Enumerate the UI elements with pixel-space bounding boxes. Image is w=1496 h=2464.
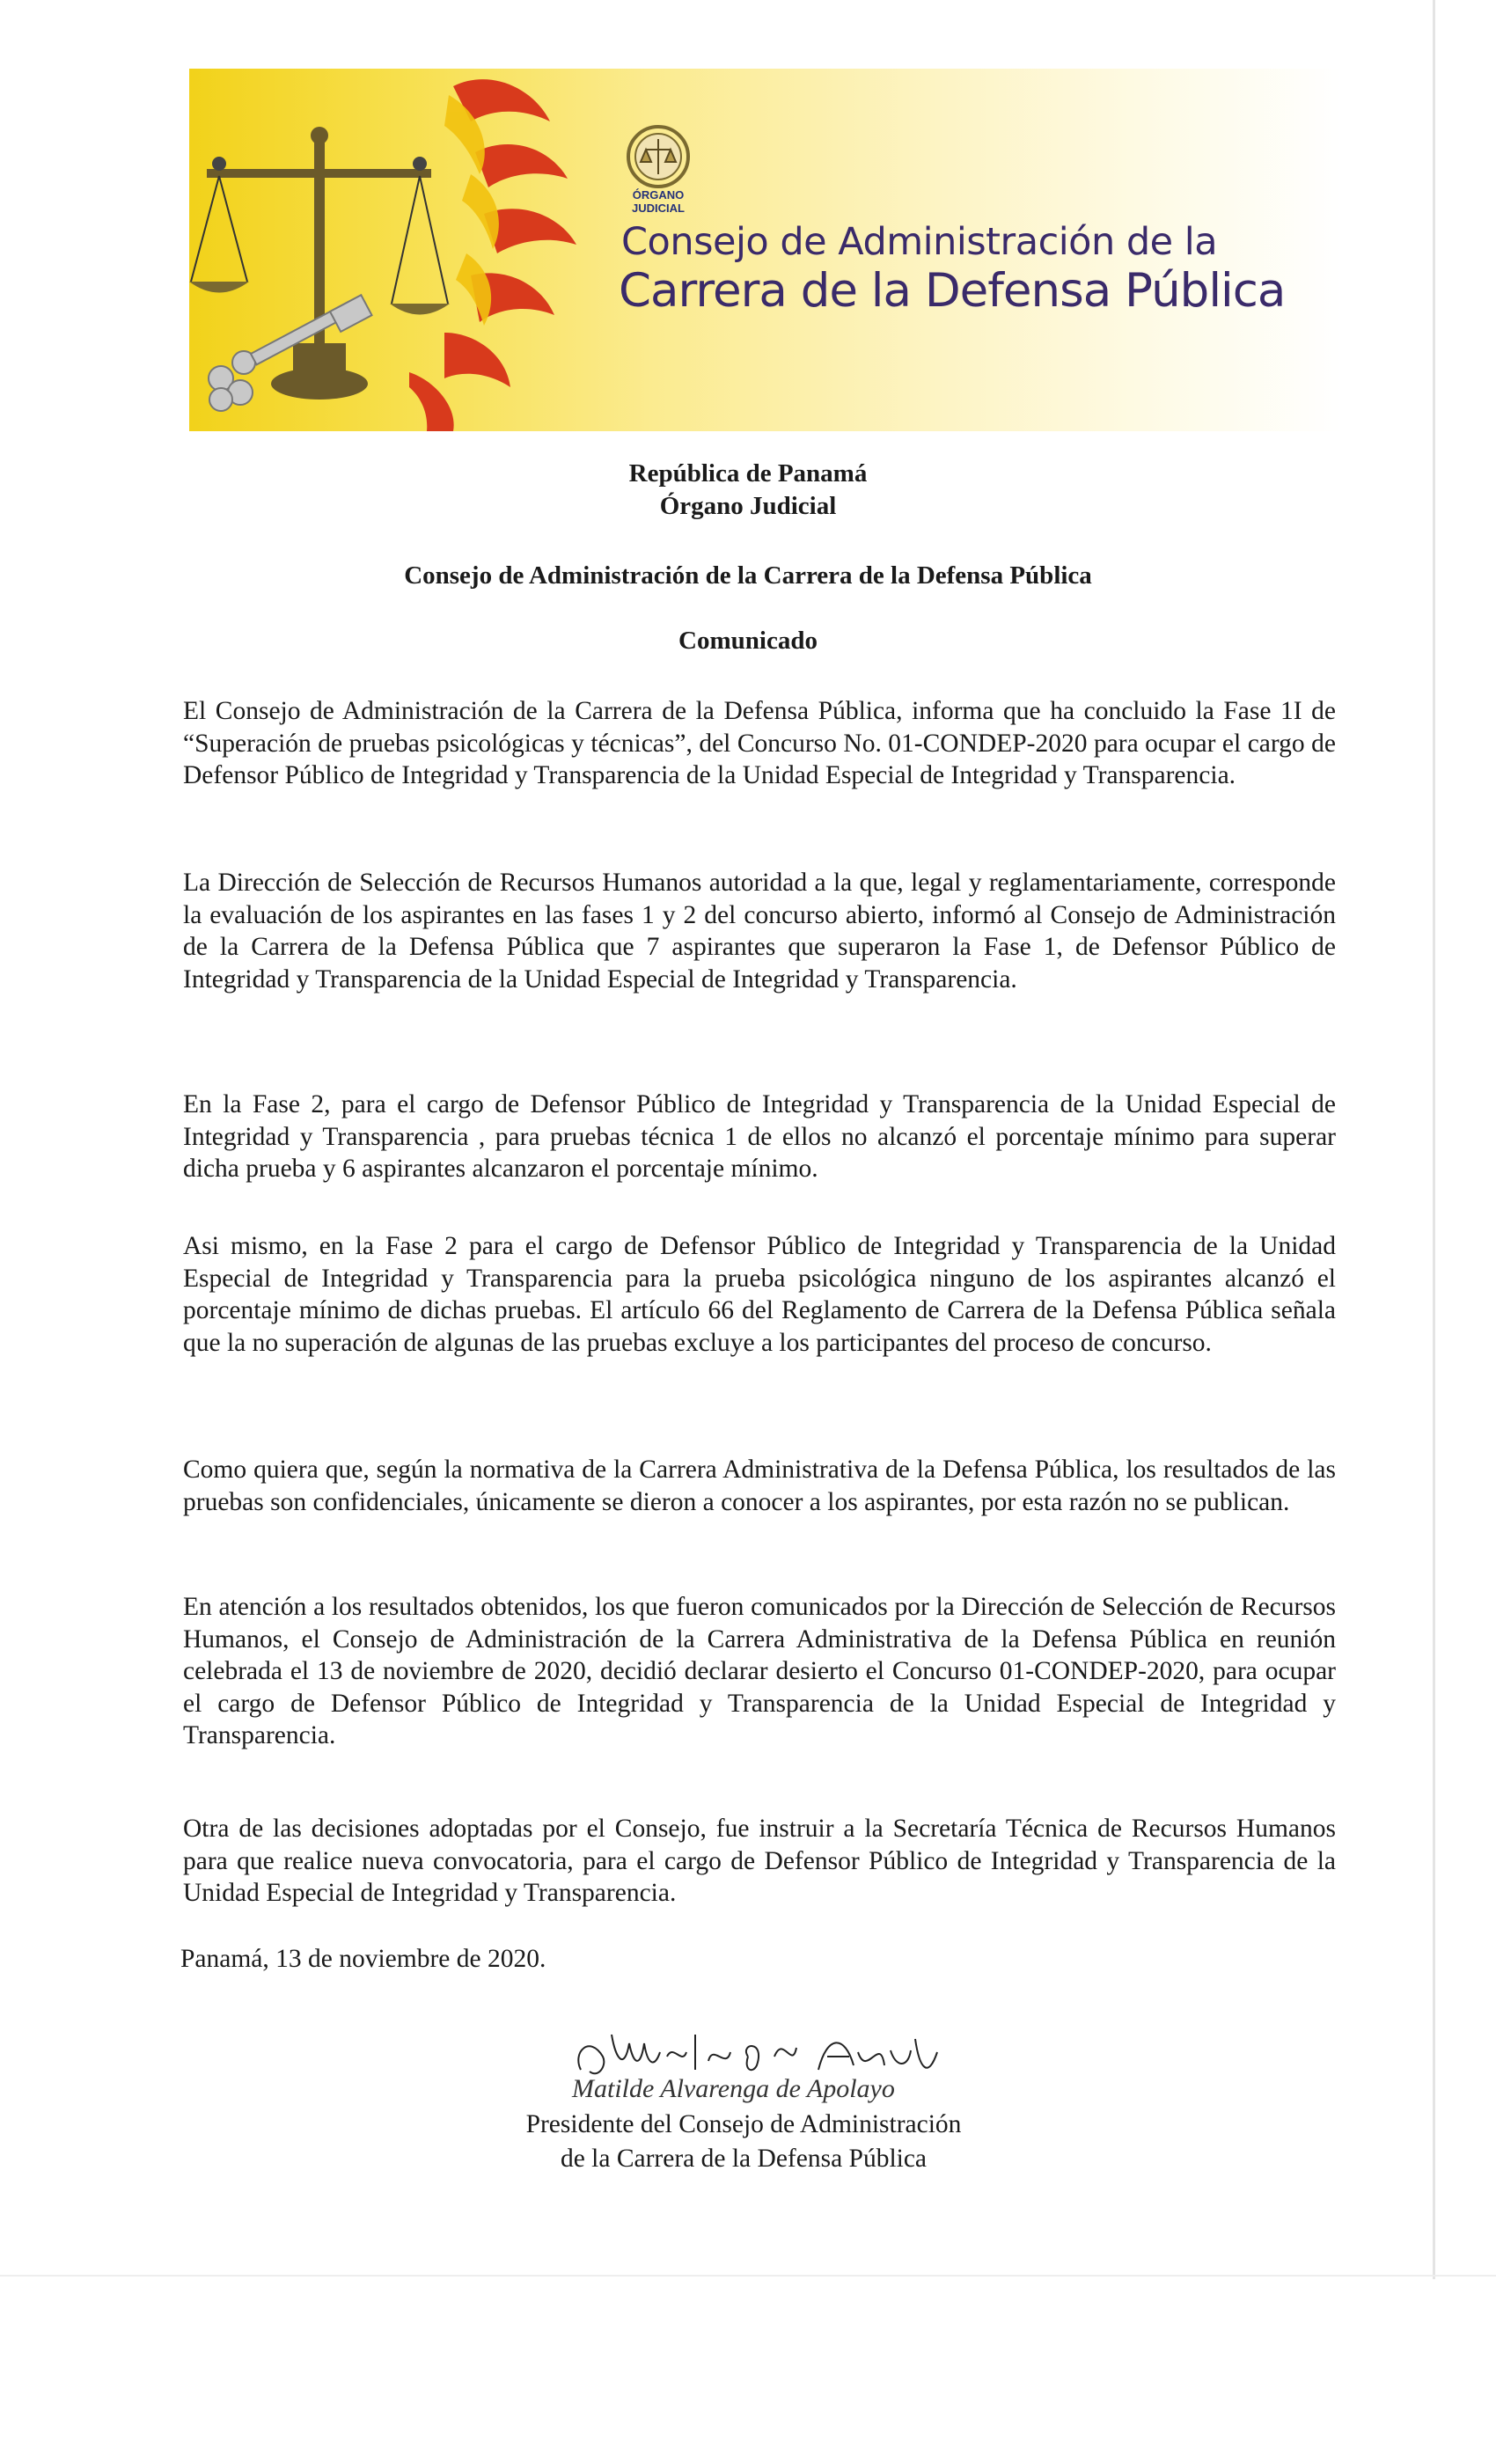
paragraph-1: El Consejo de Administración de la Carrera de la Defensa Pública, informa que ha concluido la Fase 1I de “Superación de pruebas psicológicas y técnicas”, del Concurso No. 01-CONDEP-2020 para ocupar el cargo de Defensor Público de Integridad y Transparencia de la Unidad Especial de Integridad y Transparencia. bbox=[183, 697, 1336, 789]
page-bottom-edge bbox=[0, 2275, 1496, 2277]
document-type-heading: Comunicado bbox=[678, 627, 818, 655]
paragraph-4: Asi mismo, en la Fase 2 para el cargo de Defensor Público de Integridad y Transparencia de la Unidad Especial de Integridad y Transparencia para la prueba psicológica ninguno de los aspirantes alcanzó el porcentaje mínimo de dichas pruebas. El artículo 66 del Reglamento de Carrera de la Defensa Pública señala que la no superación de algunas de las pruebas excluye a los participantes del proceso de concurso. bbox=[183, 1232, 1336, 1357]
signatory-title-line1: Presidente del Consejo de Administración bbox=[525, 2110, 962, 2138]
banner-title-line2: Carrera de la Defensa Pública bbox=[619, 264, 1286, 318]
paragraph-5: Como quiera que, según la normativa de la Carrera Administrativa de la Defensa Pública, los resultados de las pruebas son confidenciales, únicamente se dieron a conocer a los aspirantes, por esta razón no se publican. bbox=[183, 1456, 1336, 1516]
signatory-title-line2: de la Carrera de la Defensa Pública bbox=[560, 2145, 928, 2173]
seal-label-line2: JUDICIAL bbox=[632, 202, 685, 215]
banner-title-line1: Consejo de Administración de la bbox=[621, 220, 1218, 264]
date-line: Panamá, 13 de noviembre de 2020. bbox=[180, 1945, 546, 1973]
paragraph-3: En la Fase 2, para el cargo de Defensor Público de Integridad y Transparencia de la Unidad Especial de Integridad y Transparencia , para pruebas técnica 1 de ellos no alcanzó el porcentaje mínimo para superar dicha prueba y 6 aspirantes alcanzaron el porcentaje mínimo. bbox=[183, 1090, 1336, 1183]
signatory-name: Matilde Alvarenga de Apolayo bbox=[572, 2074, 895, 2103]
seal-label bbox=[607, 188, 709, 215]
page-edge-shadow bbox=[1433, 0, 1435, 2279]
header-institution: Órgano Judicial bbox=[659, 492, 837, 520]
header-country: República de Panamá bbox=[628, 459, 868, 488]
scales-of-justice-icon bbox=[189, 123, 493, 422]
paragraph-6: En atención a los resultados obtenidos, los que fueron comunicados por la Dirección de Selección de Recursos Humanos, el Consejo de Administración de la Carrera Administrativa de la Defensa Pública en reunión celebrada el 13 de noviembre de 2020, decidió declarar desierto el Concurso 01-CONDEP-2020, para ocupar el cargo de Defensor Público de Integridad y Transparencia de la Unidad Especial de Integridad y Transparencia. bbox=[183, 1593, 1336, 1749]
paragraph-2: La Dirección de Selección de Recursos Humanos autoridad a la que, legal y reglamentariamente, corresponde la evaluación de los aspirantes en las fases 1 y 2 del concurso abierto, informó al Consejo de Administración de la Carrera de la Defensa Pública que 7 aspirantes que superaron la Fase 1, de Defensor Público de Integridad y Transparencia de la Unidad Especial de Integridad y Transparencia. bbox=[183, 869, 1336, 994]
header-council: Consejo de Administración de la Carrera de la Defensa Pública bbox=[404, 561, 1092, 590]
paragraph-7: Otra de las decisiones adoptadas por el Consejo, fue instruir a la Secretaría Técnica de Recursos Humanos para que realice nueva convocatoria, para el cargo de Defensor Público de Integridad y Transparencia de la Unidad Especial de Integridad y Transparencia. bbox=[183, 1815, 1336, 1907]
seal-label-line1: ÓRGANO bbox=[632, 188, 685, 202]
